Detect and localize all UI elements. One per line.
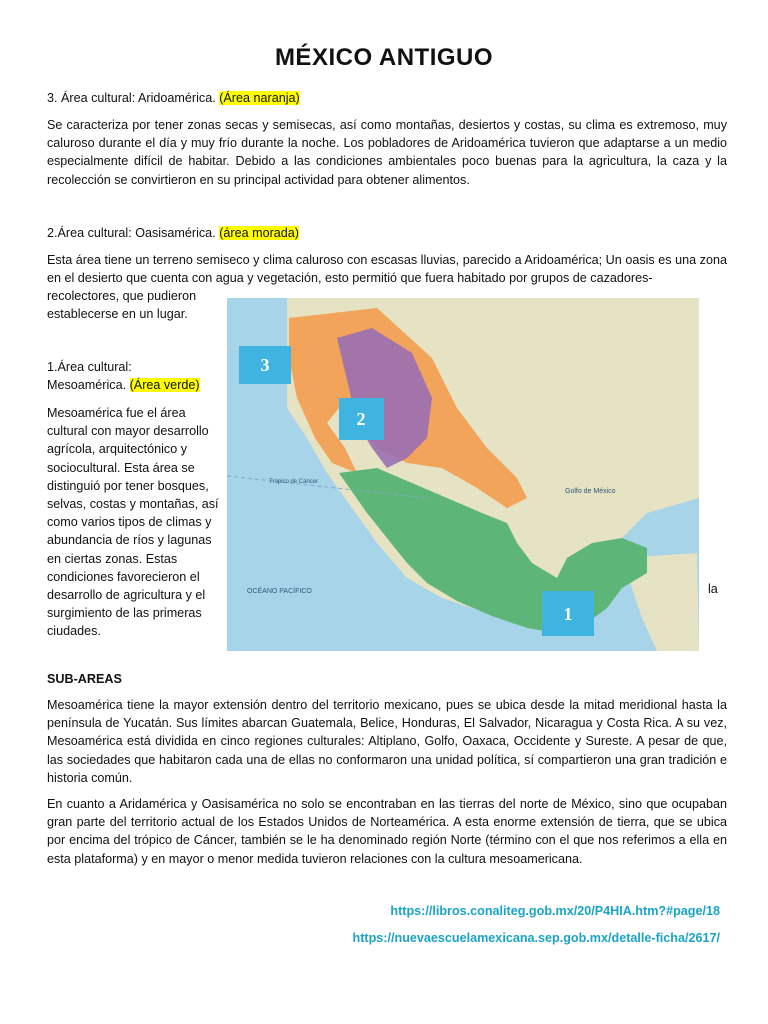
aridoamerica-body: Se caracteriza por tener zonas secas y semisecas, así como montañas, desiertos y costas, su clima es extremoso, muy caluroso durante el día y muy frío durante la noche. Los pobladores de Aridoamérica tuvieron que adaptarse a un medio especialmente difícil de habitar. Debido a las condiciones ambientales poco buenas para la agricultura, la caza y la recolección se convirtieron en su principal actividad para obtener alimentos. — [47, 118, 727, 187]
aridoamerica-heading-text: 3. Área cultural: Aridoamérica. — [47, 91, 220, 105]
mesoamerica-stray-word: la — [708, 582, 718, 596]
page-title: MÉXICO ANTIGUO — [274, 44, 494, 71]
map-svg — [227, 298, 699, 651]
map-gulf-label: Golfo de México — [565, 488, 616, 495]
mesoamerica-heading — [47, 358, 222, 394]
mesoamerica-body: Mesoamérica fue el área cultural con mayor desarrollo agrícola, arquitectónico y sociocultural. Esta área se distinguió por tener bosques, selvas, costas y montañas, así como varios tipos de climas y abundancia de ríos y lagunas en ciertas zonas. Estas condiciones favorecieron el desarrollo de agricultura y el surgimiento de las primeras ciudades. — [47, 406, 219, 639]
source-link-1[interactable]: https://libros.conaliteg.gob.mx/20/P4HIA.htm?#page/18 — [390, 904, 720, 918]
source-link-2[interactable]: https://nuevaescuelamexicana.sep.gob.mx/detalle-ficha/2617/ — [352, 931, 720, 945]
map-label-2: 2 — [356, 409, 366, 429]
map-label-1: 1 — [563, 604, 573, 624]
mesoamerica-heading-line2: Mesoamérica. — [47, 378, 130, 393]
mesoamerica-heading-line1: 1.Área cultural: — [47, 360, 132, 374]
map-label-3: 3 — [260, 355, 270, 375]
aridoamerica-tag: (Área naranja) — [219, 91, 300, 105]
oasisamerica-tag: (área morada) — [219, 226, 299, 240]
map-tropic-label: Trópico de Cáncer — [269, 479, 319, 485]
oasisamerica-heading — [47, 224, 299, 242]
oasisamerica-body: Esta área tiene un terreno semiseco y clima caluroso con escasas lluvias, parecido a Aridoamérica; Un oasis es una zona en el desierto que cuenta con agua y vegetación, esto permitió que fuera habitado por grupos de cazadores- — [47, 253, 727, 286]
subareas-paragraph-1: Mesoamérica tiene la mayor extensión dentro del territorio mexicano, pues se ubica desde la mitad meridional hasta la península de Yucatán. Sus límites abarcan Guatemala, Belice, Honduras, El Salvador, Nicaragua y Costa Rica. A su vez, Mesoamérica está dividida en cinco regiones culturales: Altiplano, Golfo, Oaxaca, Occidente y Sureste. A pesar de que, las sociedades que habitaron cada una de ellas no conformaron una unidad política, sí compartieron una gran tradición e historia común. — [47, 698, 727, 785]
oasisamerica-heading-text: 2.Área cultural: Oasisamérica. — [47, 226, 220, 240]
oasisamerica-body-cont: recolectores, que pudieron establecerse en un lugar. — [47, 289, 197, 322]
mesoamerica-tag: (Área verde) — [129, 378, 200, 393]
cultural-areas-map — [227, 298, 699, 651]
subareas-heading: SUB-AREAS — [47, 672, 122, 686]
aridoamerica-heading — [47, 89, 300, 107]
subareas-paragraph-2: En cuanto a Aridamérica y Oasisamérica no solo se encontraban en las tierras del norte de México, sino que ocupaban gran parte del territorio actual de los Estados Unidos de Norteamérica. A esta enorme extensión de tierra, que se ubica por encima del trópico de Cáncer, también se le ha denominado región Norte (término con el que nos referimos a ella en esta plataforma) y en mayor o menor medida tuvieron relaciones con la cultura mesoamericana. — [47, 797, 727, 866]
map-ocean-label: OCÉANO PACÍFICO — [247, 588, 312, 595]
